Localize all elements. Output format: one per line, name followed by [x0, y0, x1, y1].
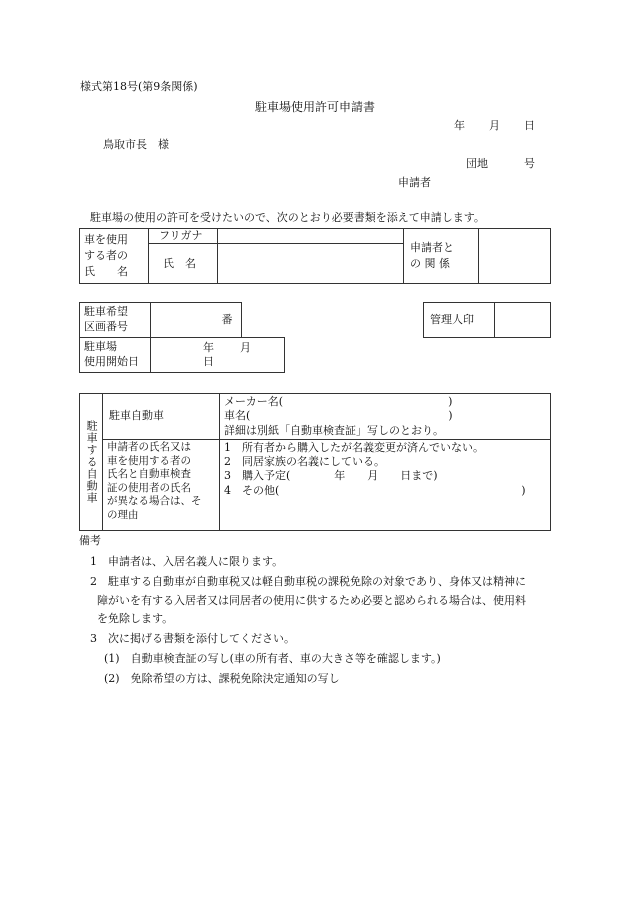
reason-options[interactable]	[220, 439, 551, 530]
note-3-1: (1) 自動車検査証の写し(車の所有者、車の大きさ等を確認します。)	[104, 652, 441, 665]
car-side-label: 駐車する自動車	[80, 394, 103, 531]
detail-line: 詳細は別紙「自動車検査証」写しのとおり。	[224, 423, 444, 437]
reason-option-2[interactable]: 2 同居家族の名義にしている。	[224, 455, 385, 469]
applicant-label: 申請者	[398, 176, 431, 189]
reason-option-1[interactable]: 1 所有者から購入したが名義変更が済んでいない。	[224, 440, 484, 454]
area-field[interactable]: 番	[151, 303, 242, 338]
date-year: 年	[454, 119, 465, 132]
name-label: 氏 名	[149, 244, 218, 284]
form-number: 様式第18号(第9条関係)	[80, 80, 198, 93]
car-name-line: 車名( )	[224, 409, 453, 423]
start-date-field[interactable]: 年 月日	[151, 338, 285, 373]
maker-line: メーカー名( )	[224, 395, 453, 408]
furigana-label: フリガナ	[149, 229, 218, 244]
date-day: 日	[524, 119, 535, 132]
relation-field[interactable]	[479, 229, 551, 284]
note-2-cont2: を免除します。	[97, 612, 174, 625]
car-label: 駐車自動車	[103, 394, 220, 440]
furigana-field[interactable]	[218, 229, 404, 244]
reason-option-4[interactable]: 4 その他( )	[224, 483, 526, 497]
intro-text: 駐車場の使用の許可を受けたいので、次のとおり必要書類を添えて申請します。	[90, 211, 485, 224]
user-table	[79, 228, 551, 284]
seal-table	[423, 302, 551, 338]
user-label: 車を使用 する者の 氏 名	[80, 229, 149, 284]
page-title: 駐車場使用許可申請書	[255, 100, 376, 114]
reason-option-3[interactable]: 3 購入予定( 年 月 日まで)	[224, 469, 438, 483]
note-3-2: (2) 免除希望の方は、課税免除決定通知の写し	[104, 672, 340, 685]
note-2: 2 駐車する自動車が自動車税又は軽自動車税の課税免除の対象であり、身体又は精神に	[90, 575, 526, 588]
car-info[interactable]	[220, 394, 551, 440]
name-field[interactable]	[218, 244, 404, 284]
go-label: 号	[524, 157, 535, 170]
start-label: 駐車場 使用開始日	[80, 338, 151, 373]
note-3: 3 次に掲げる書類を添付してください。	[90, 632, 295, 645]
parking-table	[79, 302, 285, 373]
area-label: 駐車希望 区画番号	[80, 303, 151, 338]
relation-label: 申請者と の 関 係	[404, 229, 479, 284]
addressee: 鳥取市長 様	[103, 138, 169, 151]
danchi-label: 団地	[466, 157, 488, 170]
note-1: 1 申請者は、入居名義人に限ります。	[90, 555, 284, 568]
car-table	[79, 393, 551, 531]
notes-heading: 備考	[79, 534, 101, 547]
note-2-cont: 障がいを有する入居者又は同居者の使用に供するため必要と認められる場合は、使用料	[97, 594, 526, 607]
reason-label: 申請者の氏名又は 車を使用する者の 氏名と自動車検査 証の使用者の氏名 が異なる場合は、そ の理由	[103, 439, 220, 530]
seal-field[interactable]	[495, 303, 551, 338]
seal-label: 管理人印	[424, 303, 495, 338]
date-month: 月	[489, 119, 500, 132]
